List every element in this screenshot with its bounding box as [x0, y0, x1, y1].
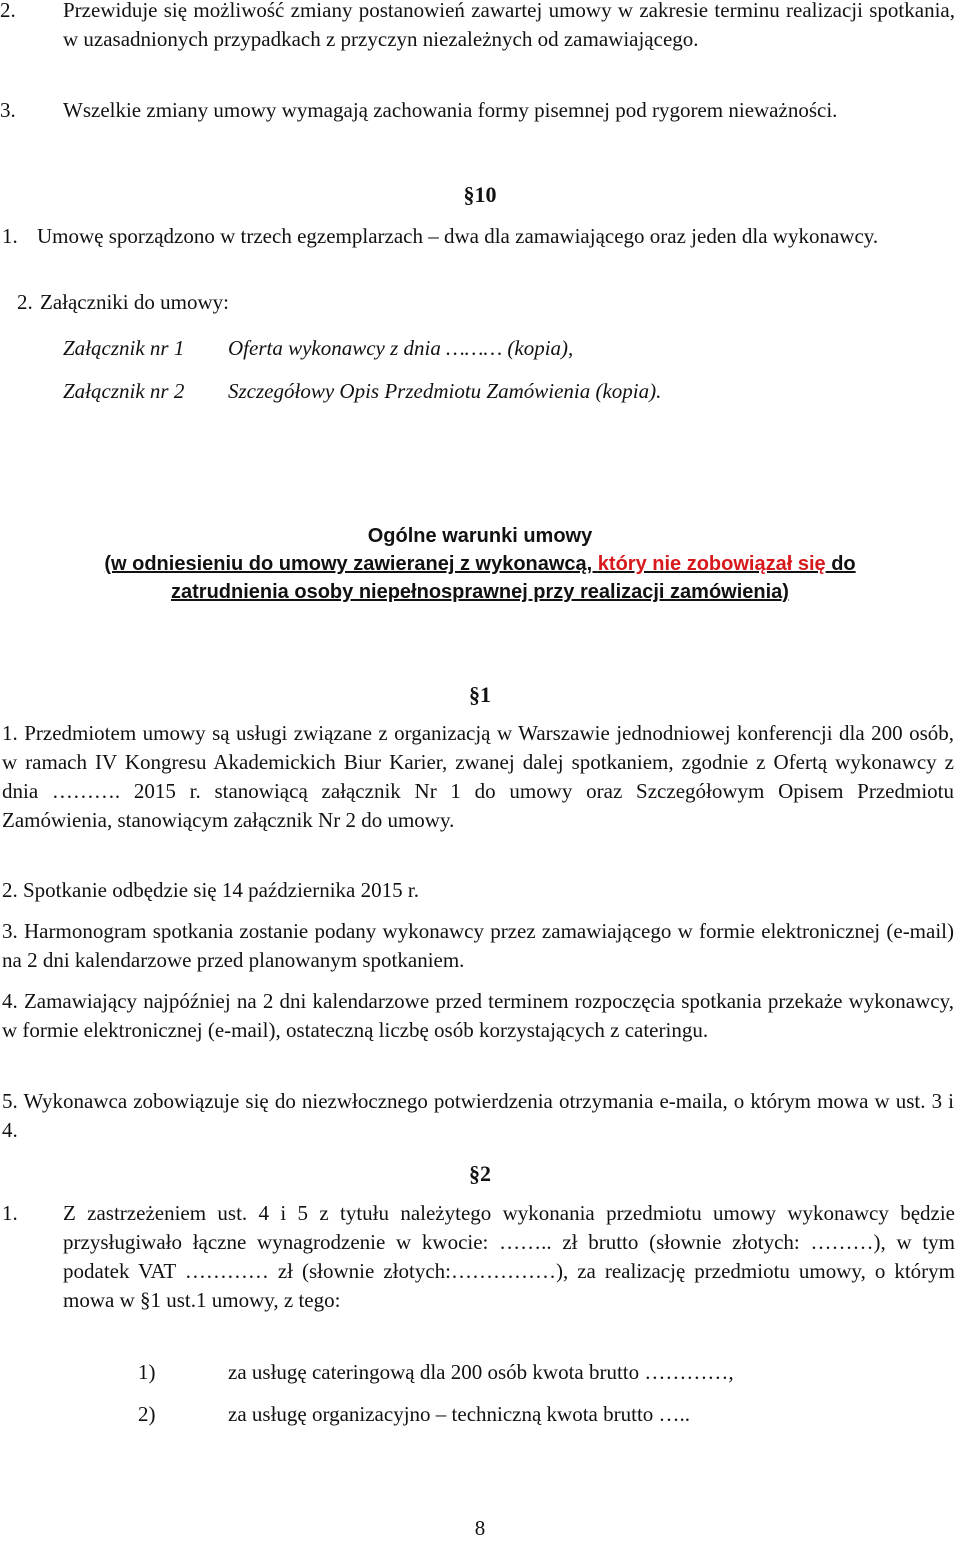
annex-2: [63, 377, 661, 406]
section-heading-2: §2: [469, 1161, 491, 1186]
item-number: 1.: [2, 721, 18, 745]
subtitle-highlight: który nie zobowiązał się: [597, 553, 826, 575]
item-number: 2.: [0, 0, 16, 22]
item-number: 3.: [2, 919, 18, 943]
annex-1: [63, 334, 573, 363]
payment-text: za usługę cateringową dla 200 osób kwota brutto …………,: [228, 1360, 734, 1384]
subtitle-text-end: do: [825, 553, 856, 575]
section1-item-5: [2, 1087, 954, 1145]
item-text: Załączniki do umowy:: [40, 290, 229, 314]
item-text: Wykonawca zobowiązuje się do niezwłocznego potwierdzenia otrzymania e-maila, o którym mowa w ust. 3 i 4.: [2, 1089, 954, 1142]
section1-item-2: [2, 876, 954, 905]
section1-item-3: [2, 917, 954, 975]
payment-item-1: [138, 1358, 734, 1387]
item-number: 4.: [2, 989, 18, 1013]
payment-number: 2): [138, 1402, 156, 1426]
annex-desc: Oferta wykonawcy z dnia ……… (kopia),: [228, 336, 574, 360]
item-text: Przedmiotem umowy są usługi związane z organizacją w Warszawie jednodniowej konferencji dla 200 osób, w ramach IV Kongresu Akademickich Biur Karier, zwanej dalej spotkaniem, zgodnie z Ofertą wykonawcy z dnia ………. 2015 r. stanowiącą załącznik Nr 1 do umowy oraz Szczegółowym Opisem Przedmiotu Zamówienia, stanowiącym załącznik Nr 2 do umowy.: [2, 721, 955, 832]
item-text: Harmonogram spotkania zostanie podany wykonawcy przez zamawiającego w formie elektronicznej (e-mail) na 2 dni kalendarzowe przed planowanym spotkaniem.: [2, 919, 955, 972]
general-terms-subtitle-line1: [0, 550, 960, 579]
payment-number: 1): [138, 1360, 156, 1384]
section1-item-4: [2, 987, 954, 1045]
item-text: Z zastrzeżeniem ust. 4 i 5 z tytułu należytego wykonania przedmiotu umowy wykonawcy będzie przysługiwało łączne wynagrodzenie w kwocie: …….. zł brutto (słownie złotych: ………), w tym podatek VAT ………… zł (słownie złotych:……………), za realizację przedmiotu umowy, o którym mowa w §1 ust.1 umowy, z tego:: [63, 1201, 955, 1312]
annex-label: Załącznik nr 1: [63, 336, 185, 360]
section1-item-1: [2, 719, 954, 835]
item-number: 3.: [0, 98, 16, 122]
payment-text: za usługę organizacyjno – techniczną kwota brutto …..: [228, 1402, 691, 1426]
item-text: Przewiduje się możliwość zmiany postanowień zawartej umowy w zakresie terminu realizacji spotkania, w uzasadnionych przypadkach z przyczyn niezależnych od zamawiającego.: [63, 0, 955, 51]
subtitle-text: (w odniesieniu do umowy zawieranej z wykonawcą,: [104, 553, 598, 575]
general-terms-subtitle-line2: zatrudnienia osoby niepełnosprawnej przy realizacji zamówienia): [171, 581, 789, 603]
annex-label: Załącznik nr 2: [63, 379, 185, 403]
payment-item-2: [138, 1400, 690, 1429]
section-heading-10: §10: [463, 182, 497, 207]
item-number: 5.: [2, 1089, 18, 1113]
item-number: 2.: [2, 878, 18, 902]
item-text: Wszelkie zmiany umowy wymagają zachowania formy pisemnej pod rygorem nieważności.: [63, 98, 838, 122]
item-text: Spotkanie odbędzie się 14 października 2015 r.: [23, 878, 419, 902]
general-terms-title: Ogólne warunki umowy: [367, 525, 593, 547]
page-number: 8: [474, 1516, 486, 1540]
item-number: 1.: [2, 1201, 18, 1225]
item-number: 1.: [2, 224, 18, 248]
section-heading-1: §1: [469, 682, 491, 707]
annex-desc: Szczegółowy Opis Przedmiotu Zamówienia (kopia).: [228, 379, 662, 403]
item-text: Umowę sporządzono w trzech egzemplarzach – dwa dla zamawiającego oraz jeden dla wykonawcy.: [37, 224, 879, 248]
item-text: Zamawiający najpóźniej na 2 dni kalendarzowe przed terminem rozpoczęcia spotkania przekaże wykonawcy, w formie elektronicznej (e-mail), ostateczną liczbę osób korzystających z cateringu.: [2, 989, 955, 1042]
item-number: 2.: [17, 290, 33, 314]
